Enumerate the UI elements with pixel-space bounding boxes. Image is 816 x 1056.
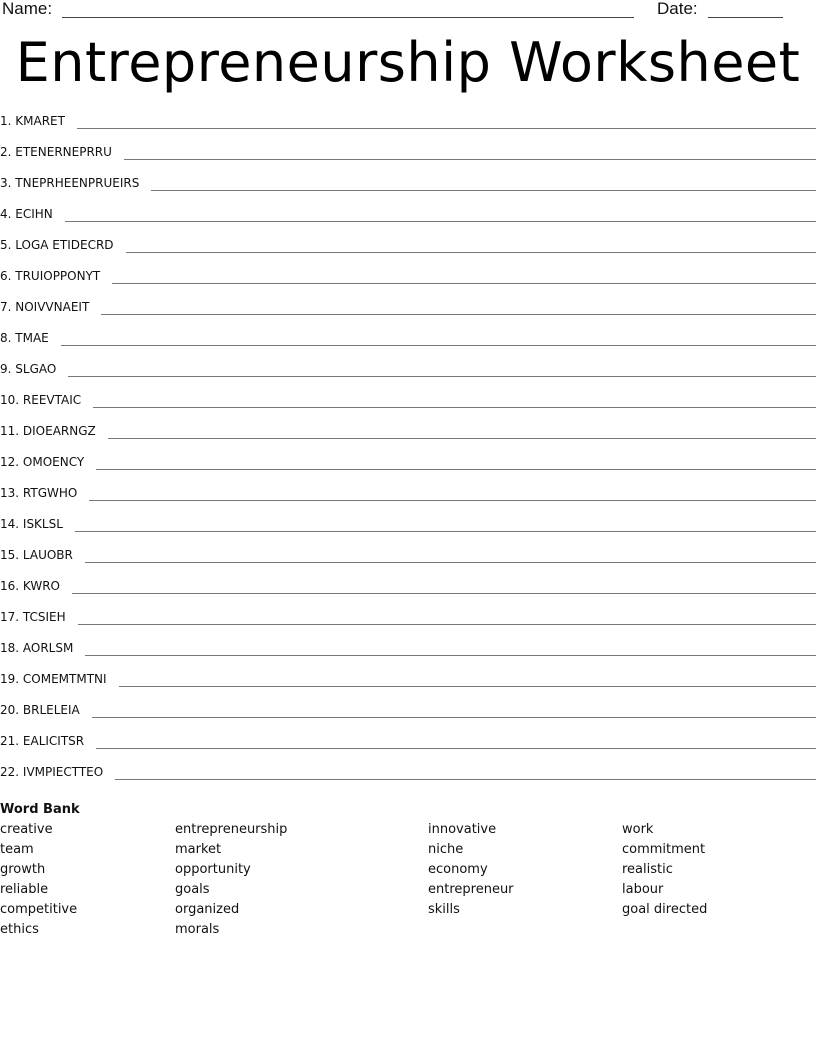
word-bank-word: morals — [175, 922, 220, 937]
scrambled-word: 15. LAUOBR — [0, 548, 73, 562]
word-bank-word: realistic — [622, 862, 673, 877]
scrambled-word: 16. KWRO — [0, 579, 60, 593]
question-row — [0, 422, 816, 453]
answer-line[interactable] — [151, 174, 816, 191]
question-row — [0, 298, 816, 329]
word-bank-word: reliable — [0, 882, 49, 897]
word-bank-word: labour — [622, 882, 664, 897]
scrambled-word: 7. NOIVVNAEIT — [0, 300, 90, 314]
word-bank-word: competitive — [0, 902, 78, 917]
word-bank-word: goals — [175, 882, 210, 897]
word-bank-column — [175, 820, 287, 940]
question-row — [0, 360, 816, 391]
scrambled-word: 21. EALICITSR — [0, 734, 85, 748]
question-row — [0, 453, 816, 484]
scrambled-word: 2. ETENERNEPRRU — [0, 145, 112, 159]
answer-line[interactable] — [112, 267, 816, 284]
question-row — [0, 608, 816, 639]
answer-line[interactable] — [75, 515, 816, 532]
answer-line[interactable] — [101, 298, 816, 315]
scrambled-word: 10. REEVTAIC — [0, 393, 82, 407]
question-row — [0, 174, 816, 205]
scrambled-word: 1. KMARET — [0, 114, 65, 128]
question-row — [0, 236, 816, 267]
word-bank-word: entrepreneurship — [175, 822, 288, 837]
word-bank-title: Word Bank — [0, 802, 80, 817]
date-field[interactable] — [708, 17, 783, 18]
answer-line[interactable] — [89, 484, 816, 501]
scrambled-word: 20. BRLELEIA — [0, 703, 80, 717]
question-row — [0, 670, 816, 701]
word-bank — [0, 800, 816, 950]
question-row — [0, 391, 816, 422]
scrambled-word: 19. COMEMTMTNI — [0, 672, 107, 686]
word-bank-word: entrepreneur — [428, 882, 514, 897]
scrambled-word: 3. TNEPRHEENPRUEIRS — [0, 176, 140, 190]
question-row — [0, 267, 816, 298]
question-row — [0, 577, 816, 608]
word-bank-word: market — [175, 842, 222, 857]
answer-line[interactable] — [126, 236, 816, 253]
scrambled-word: 12. OMOENCY — [0, 455, 85, 469]
answer-line[interactable] — [77, 112, 816, 129]
name-label: Name: — [2, 0, 53, 18]
date-label: Date: — [657, 0, 698, 18]
question-list — [0, 112, 816, 794]
answer-line[interactable] — [115, 763, 816, 780]
answer-line[interactable] — [68, 360, 816, 377]
worksheet-header — [0, 0, 816, 22]
word-bank-word: organized — [175, 902, 240, 917]
scrambled-word: 8. TMAE — [0, 331, 49, 345]
answer-line[interactable] — [61, 329, 816, 346]
word-bank-word: creative — [0, 822, 53, 837]
scrambled-word: 14. ISKLSL — [0, 517, 63, 531]
question-row — [0, 763, 816, 794]
scrambled-word: 18. AORLSM — [0, 641, 74, 655]
question-row — [0, 484, 816, 515]
answer-line[interactable] — [65, 205, 816, 222]
word-bank-word: work — [622, 822, 654, 837]
answer-line[interactable] — [72, 577, 816, 594]
scrambled-word: 4. ECIHN — [0, 207, 53, 221]
question-row — [0, 143, 816, 174]
question-row — [0, 515, 816, 546]
word-bank-word: commitment — [622, 842, 706, 857]
scrambled-word: 9. SLGAO — [0, 362, 57, 376]
answer-line[interactable] — [85, 639, 816, 656]
scrambled-word: 13. RTGWHO — [0, 486, 78, 500]
question-row — [0, 546, 816, 577]
word-bank-word: opportunity — [175, 862, 251, 877]
scrambled-word: 17. TCSIEH — [0, 610, 66, 624]
word-bank-column — [428, 820, 514, 920]
word-bank-word: skills — [428, 902, 460, 917]
scrambled-word: 5. LOGA ETIDECRD — [0, 238, 114, 252]
answer-line[interactable] — [96, 732, 816, 749]
answer-line[interactable] — [92, 701, 816, 718]
question-row — [0, 205, 816, 236]
question-row — [0, 732, 816, 763]
answer-line[interactable] — [93, 391, 816, 408]
word-bank-word: growth — [0, 862, 46, 877]
scrambled-word: 22. IVMPIECTTEO — [0, 765, 104, 779]
answer-line[interactable] — [119, 670, 816, 687]
scrambled-word: 11. DIOEARNGZ — [0, 424, 96, 438]
answer-line[interactable] — [85, 546, 816, 563]
word-bank-word: economy — [428, 862, 488, 877]
scrambled-word: 6. TRUIOPPONYT — [0, 269, 101, 283]
page-title: Entrepreneurship Worksheet — [15, 31, 801, 94]
question-row — [0, 112, 816, 143]
word-bank-word: innovative — [428, 822, 497, 837]
question-row — [0, 639, 816, 670]
question-row — [0, 329, 816, 360]
word-bank-grid — [0, 820, 816, 950]
word-bank-column — [0, 820, 77, 940]
answer-line[interactable] — [124, 143, 816, 160]
question-row — [0, 701, 816, 732]
name-field[interactable] — [62, 17, 634, 18]
answer-line[interactable] — [96, 453, 816, 470]
answer-line[interactable] — [108, 422, 816, 439]
word-bank-word: goal directed — [622, 902, 708, 917]
word-bank-word: niche — [428, 842, 464, 857]
word-bank-column — [622, 820, 707, 920]
word-bank-word: team — [0, 842, 34, 857]
word-bank-word: ethics — [0, 922, 39, 937]
answer-line[interactable] — [78, 608, 816, 625]
